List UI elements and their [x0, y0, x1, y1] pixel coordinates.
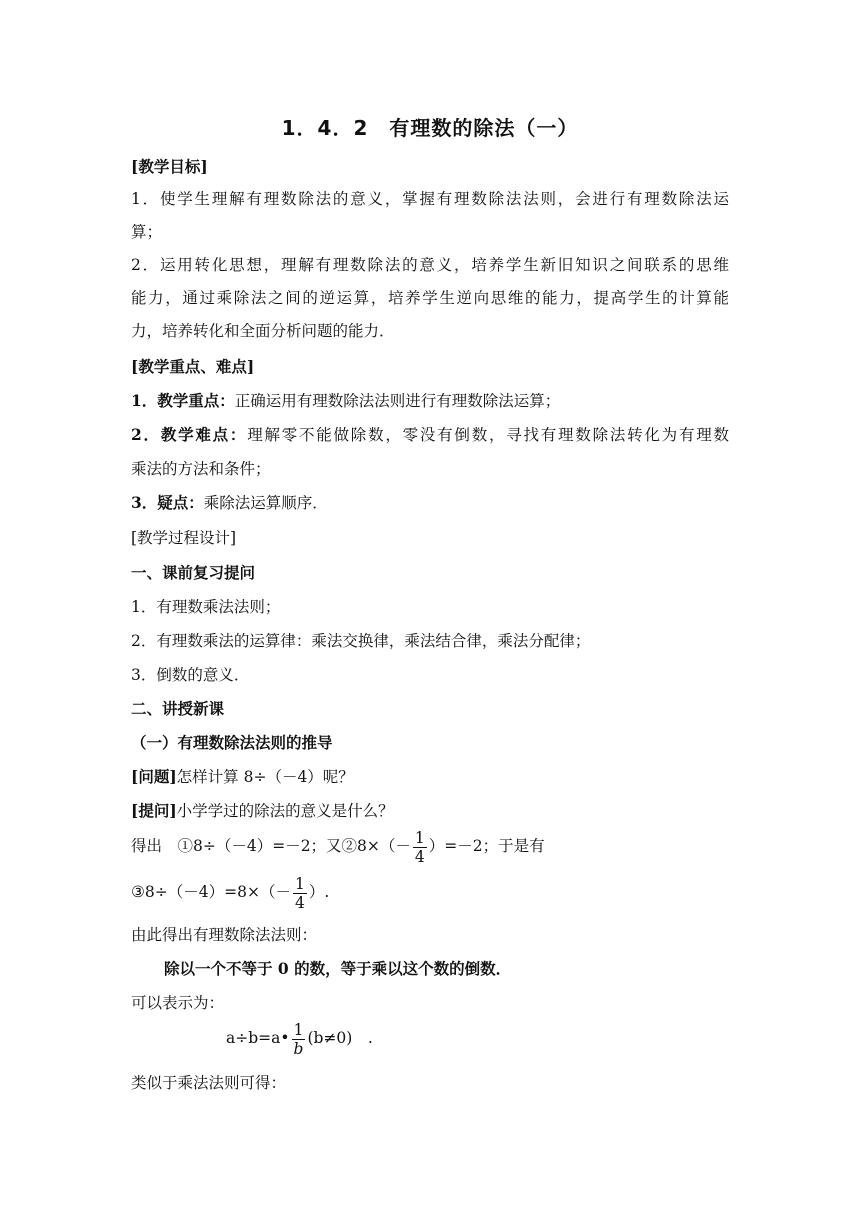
keypoint-2-label: 2．教学难点：	[131, 425, 248, 444]
subsection-1-heading: （一）有理数除法法则的推导	[131, 733, 333, 752]
keypoint-1-label: 1．教学重点：	[131, 391, 235, 410]
formula-numerator: 1	[292, 1021, 306, 1040]
derivation-2-a: ③8÷（－4）=8×（－	[131, 883, 291, 901]
derivation-2-b: ）.	[308, 883, 330, 901]
fraction-denominator: 4	[414, 847, 425, 866]
division-formula	[226, 1020, 373, 1058]
derivation-line-1	[131, 828, 545, 866]
review-item-3: 3．倒数的意义．	[131, 666, 250, 684]
express-intro: 可以表示为：	[131, 994, 225, 1012]
derivation-1-a: 得出 ①8÷（－4）=－2；又②8×（－	[131, 837, 411, 855]
fraction-numerator: 1	[414, 828, 425, 847]
derivation-line-2	[131, 874, 329, 912]
section-2-heading: 二、讲授新课	[131, 699, 225, 718]
objective-1-line-2: 算；	[131, 223, 163, 241]
formula-b: (b≠0) .	[307, 1029, 373, 1047]
formula-a: a÷b=a•	[226, 1029, 290, 1047]
page-title: 1．4．2 有理数的除法（一）	[281, 116, 579, 140]
similar-intro: 类似于乘法法则可得：	[131, 1074, 287, 1092]
fraction-one-over-b	[292, 1021, 306, 1058]
fraction-one-quarter	[413, 829, 427, 866]
fraction-denominator-2: 4	[294, 893, 305, 912]
keypoint-3-label: 3．疑点：	[131, 493, 204, 512]
keypoint-3-text: 乘除法运算顺序．	[203, 494, 328, 512]
ask-text: 小学学过的除法的意义是什么？	[176, 802, 394, 820]
formula-denominator: b	[293, 1039, 304, 1058]
objectives-heading: [教学目标]	[131, 157, 208, 176]
objective-2-line-3: 力，培养转化和全面分析问题的能力．	[131, 322, 395, 340]
fraction-numerator-2: 1	[294, 874, 305, 893]
keypoint-3	[131, 492, 328, 514]
fraction-one-quarter-2	[293, 875, 307, 912]
question	[131, 766, 354, 788]
ask-label: [提问]	[131, 801, 177, 820]
section-1-heading: 一、课前复习提问	[131, 563, 256, 582]
rule-intro: 由此得出有理数除法法则：	[131, 926, 318, 944]
keypoint-2-line-2: 乘法的方法和条件；	[131, 460, 271, 478]
keypoints-heading: [教学重点、难点]	[131, 357, 255, 376]
review-item-2: 2．有理数乘法的运算律：乘法交换律，乘法结合律，乘法分配律；	[131, 632, 591, 650]
question-label: [问题]	[131, 767, 177, 786]
keypoint-2-text: 理解零不能做除数，零没有倒数，寻找有理数除法转化为有理数	[247, 426, 729, 444]
objective-2-line-1: 2．运用转化思想，理解有理数除法的意义，培养学生新旧知识之间联系的思维	[131, 256, 729, 274]
review-item-1: 1．有理数乘法法则；	[131, 598, 281, 616]
objective-2-line-2: 能力，通过乘除法之间的逆运算，培养学生逆向思维的能力，提高学生的计算能	[131, 289, 729, 307]
question-text: 怎样计算 8÷（－4）呢？	[176, 768, 354, 786]
derivation-1-b: ）=－2；于是有	[428, 837, 545, 855]
process-heading: [教学过程设计]	[131, 529, 237, 547]
keypoint-1-text: 正确运用有理数除法法则进行有理数除法运算；	[234, 392, 561, 410]
ask	[131, 800, 394, 822]
objective-1-line-1: 1．使学生理解有理数除法的意义，掌握有理数除法法则，会进行有理数除法运	[131, 190, 729, 208]
keypoint-1	[131, 390, 560, 412]
keypoint-2	[131, 424, 729, 446]
division-rule: 除以一个不等于 0 的数，等于乘以这个数的倒数．	[164, 959, 512, 978]
